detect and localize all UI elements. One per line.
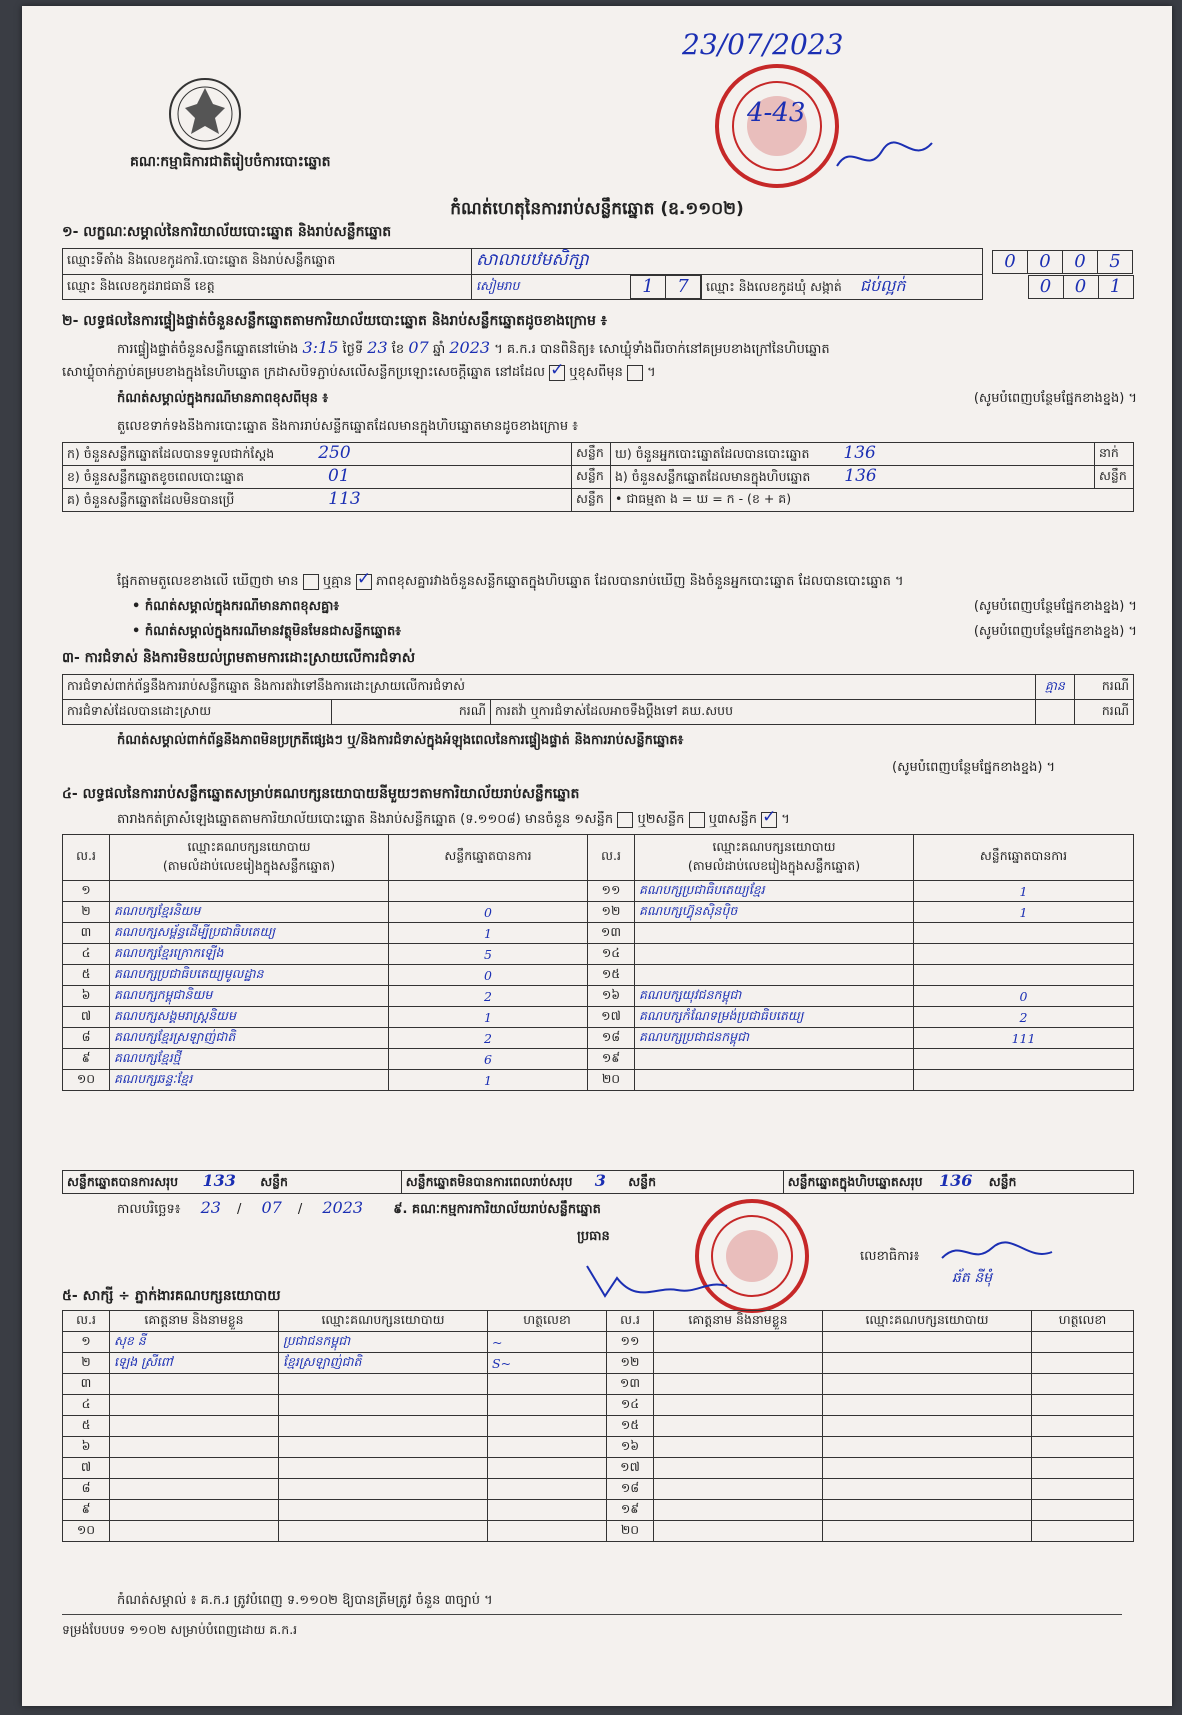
table-cell [823, 1416, 1032, 1437]
table-row [63, 1500, 1134, 1521]
table-cell [635, 1070, 914, 1091]
table-cell [654, 1521, 823, 1542]
table-cell [279, 1416, 488, 1437]
table-cell: ៨ [63, 1479, 110, 1500]
table-cell: គណបក្សប្រជាជនកម្ពុជា [635, 1028, 914, 1049]
table-cell [1032, 1479, 1134, 1500]
table-cell: S~ [488, 1353, 607, 1374]
signature-top [832, 131, 942, 181]
one-sheet-checkbox[interactable] [617, 812, 633, 828]
footer-divider [62, 1614, 1122, 1615]
table-cell: 2 [389, 986, 588, 1007]
table-cell [110, 1479, 279, 1500]
section3-heading: ៣- ការជំទាស់ និងការមិនយល់ព្រមតាមការដោះស្រាយលើការជំទាស់ [62, 650, 416, 666]
table-cell [654, 1479, 823, 1500]
objection-suffix: (សូមបំពេញបន្ថែមផ្នែកខាងខ្នង) ។ [892, 760, 1056, 775]
table-cell: ៩ [63, 1049, 110, 1070]
table-cell: 0 [914, 986, 1134, 1007]
two-sheets-checkbox[interactable] [689, 812, 705, 828]
table-cell: ១ [63, 881, 110, 902]
table-cell: គណបក្សប្រជាធិបតេយ្យមូលដ្ឋាន [110, 965, 389, 986]
table-cell: ១៤ [588, 944, 635, 965]
page-title: កំណត់ហេតុនៃការរាប់សន្លឹកឆ្នោត (ឧ.១១០២) [450, 199, 744, 219]
appeal-label: ការតវ៉ា ឬការជំទាស់ដែលអាចទឹងប្ដឹងទៅ គឃ.សបប [491, 700, 1036, 725]
table-cell [823, 1479, 1032, 1500]
table-cell [635, 923, 914, 944]
table-cell [110, 1395, 279, 1416]
table-cell: 1 [389, 923, 588, 944]
table-row [63, 986, 1134, 1007]
table-row [63, 1028, 1134, 1049]
form-note: ទម្រង់បែបបទ ១១០២ សម្រាប់បំពេញដោយ គ.ក.រ [62, 1622, 298, 1637]
table-cell [488, 1521, 607, 1542]
table-cell: គណបក្សខ្មែរនិយម [110, 902, 389, 923]
table-cell [823, 1500, 1032, 1521]
table-row [63, 1049, 1134, 1070]
table-row [63, 1374, 1134, 1395]
commune-label: ឈ្មោះ និងលេខកូដឃុំ សង្កាត់ ជប់ល្អក់ [702, 275, 983, 300]
province-code: 1 7 [631, 275, 702, 300]
figure-c: គ) ចំនួនសន្លឹកឆ្នោតដែលមិនបានប្រើ 113 [63, 489, 572, 512]
figure-e: ង) ចំនួនសន្លឹកឆ្នោតដែលមានក្នុងហិបឆ្នោត 136 [611, 466, 1095, 489]
tally-sheet-line: តារាងកត់ត្រាសំឡេងឆ្នោតតាមការិយាល័យបោះឆ្នោត និងរាប់សន្លឹកឆ្នោត (ទ.១១០៨) មានចំនួន ១សន្លឹក ឬ២សន្លឹក ឬ៣សន្លឹក ✓ ។ [117, 811, 790, 830]
section1-heading: ១- លក្ខណៈសម្គាល់នៃការិយាល័យបោះឆ្នោត និងរាប់សន្លឹកឆ្នោត [62, 224, 392, 240]
bullet-difference: • កំណត់សម្គាល់ក្នុងករណីមានភាពខុសគ្នា៖ (សូមបំពេញបន្ថែមផ្នែកខាងខ្នង) ។ [132, 599, 1137, 614]
figure-b: ខ) ចំនួនសន្លឹកឆ្នោតខូចពេលបោះឆ្នោត 01 [63, 466, 572, 489]
table-cell: ២០ [607, 1521, 654, 1542]
table-row [63, 1007, 1134, 1028]
table-cell [110, 1374, 279, 1395]
table-cell [914, 1049, 1134, 1070]
location-code: 0 0 0 5 [983, 249, 1134, 275]
table-cell: ៤ [63, 944, 110, 965]
table-cell: 1 [389, 1007, 588, 1028]
table-cell [654, 1500, 823, 1521]
section5-heading: ៥- សាក្សី ÷ ភ្នាក់ងារគណបក្សនយោបាយ [62, 1288, 281, 1304]
table-cell: ១៦ [588, 986, 635, 1007]
table-row [63, 1353, 1134, 1374]
table-cell [110, 1500, 279, 1521]
table-cell: ឡេង ស្រីពៅ [110, 1353, 279, 1374]
secretary-name: ឆ័ត នីមុំ [952, 1270, 992, 1286]
table-cell [488, 1500, 607, 1521]
table-cell: 111 [914, 1028, 1134, 1049]
table-cell: ១៩ [588, 1049, 635, 1070]
table-cell: 1 [914, 881, 1134, 902]
secretary-signature [937, 1238, 1057, 1268]
table-cell [279, 1521, 488, 1542]
table-row [63, 944, 1134, 965]
table-cell [654, 1416, 823, 1437]
table-row [63, 1395, 1134, 1416]
table-cell [654, 1374, 823, 1395]
table-cell: ១៣ [588, 923, 635, 944]
table-cell [1032, 1500, 1134, 1521]
secretary-label: លេខាធិការ៖ [860, 1249, 920, 1264]
totals-table [62, 1170, 1134, 1194]
table-cell: គណបក្សខ្មែរថ្មី [110, 1049, 389, 1070]
nec-emblem [165, 74, 245, 154]
table-cell: ១០ [63, 1070, 110, 1091]
table-cell [110, 881, 389, 902]
table-cell [110, 1521, 279, 1542]
table-row [63, 1332, 1134, 1353]
table-cell: ខ្មែរស្រឡាញ់ជាតិ [279, 1353, 488, 1374]
table-cell: ៥ [63, 1416, 110, 1437]
table-cell [654, 1458, 823, 1479]
table-row [63, 1458, 1134, 1479]
table-row [63, 1437, 1134, 1458]
table-cell [914, 965, 1134, 986]
table-cell [488, 1374, 607, 1395]
table-row [63, 965, 1134, 986]
table-cell: ១២ [588, 902, 635, 923]
table-cell: គណបក្សខ្មែរក្រោកឡើង [110, 944, 389, 965]
table-cell [389, 881, 588, 902]
table-cell [110, 1437, 279, 1458]
table-cell: ២ [63, 902, 110, 923]
objection-note: កំណត់សម្គាល់ពាក់ព័ន្ធនឹងភាពមិនប្រក្រតីផ្សេងៗ ឬ/និងការជំទាស់ក្នុងអំឡុងពេលនៃការផ្ទៀងផ្ទាត់ និងការរាប់សន្លឹកឆ្នោត៖ [117, 733, 684, 748]
table-cell: 1 [389, 1070, 588, 1091]
table-cell [1032, 1353, 1134, 1374]
table-cell [279, 1479, 488, 1500]
table-cell: ១១ [588, 881, 635, 902]
objection-value: គ្មាន [1035, 675, 1074, 700]
table-cell [279, 1458, 488, 1479]
table-cell [823, 1437, 1032, 1458]
table-cell: ៧ [63, 1458, 110, 1479]
objection-label: ការជំទាស់ពាក់ព័ន្ធនឹងការរាប់សន្លឹកឆ្នោត និងការតវ៉ាទៅនឹងការដោះស្រាយលើការជំទាស់ [63, 675, 1036, 700]
table-cell: 2 [389, 1028, 588, 1049]
no-difference-checkbox[interactable] [356, 574, 372, 590]
table-cell [488, 1395, 607, 1416]
chair-label: ប្រធាន [577, 1229, 610, 1244]
difference-note-line: កំណត់សម្គាល់ក្នុងករណីមានភាពខុសពីមុន ៖ (សូមបំពេញបន្ថែមផ្នែកខាងខ្នង) ។ [117, 391, 1137, 406]
bullet-foreign-object: • កំណត់សម្គាល់ក្នុងករណីមានវត្ថុមិនមែនជាសន្លឹកឆ្នោត៖ (សូមបំពេញបន្ថែមផ្នែកខាងខ្នង) ។ [132, 624, 1137, 639]
table-cell: ១៤ [607, 1395, 654, 1416]
table-cell [823, 1395, 1032, 1416]
objection-table: ការជំទាស់ពាក់ព័ន្ធនឹងការរាប់សន្លឹកឆ្នោត និងការតវ៉ាទៅនឹងការដោះស្រាយលើការជំទាស់ គ្មាន ករណី ការជំទាស់ដែលបានដោះស្រាយ ករណី ការតវ៉ា ឬការជំទាស់ដែលអាចទឹងប្ដឹងទៅ គឃ.សបប ករណី [62, 674, 1134, 725]
results-table: ល.រ ឈ្មោះគណបក្សនយោបាយ (តាមលំដាប់លេខរៀងក្នុងសន្លឹកឆ្នោត) សន្លឹកឆ្នោតបានការ ល.រ ឈ្មោះគណបក្សនយោបាយ (តាមលំដាប់លេខរៀងក្នុងសន្លឹកឆ្នោត) សន្លឹកឆ្នោតបានការ ១ ១១ គណបក្សប្រជាធិបតេយ្យខ្មែរ 1 ២ គណបក្សខ្មែរនិយម 0 ១២ គណបក្សហ៊្វុនស៊ិនប៉ិច 1 ៣ គណបក្សសម្ព័ន្ធដើម្បីប្រជាធិបតេយ្យ 1 ១៣ ៤ គណបក្សខ្មែរក្រោកឡើង 5 ១៤ ៥ គណបក្សប្រជាធិបតេយ្យមូលដ្ឋាន 0 ១៥ ៦ គណបក្សកម្ពុជានិយម 2 ១៦ គណបក្សយុវជនកម្ពុជា 0 ៧ គណបក្សសង្គមរាស្ត្រនិយម 1 ១៧ គណបក្សកំណែទម្រង់ប្រជាធិបតេយ្យ 2 ៨ គណបក្សខ្មែរស្រឡាញ់ជាតិ 2 ១៨ គណបក្សប្រជាជនកម្ពុជា 111 ៩ គណបក្សខ្មែរថ្មី 6 ១៩ ១០ គណបក្សឆន្ទៈខ្មែរ 1 ២០ [62, 834, 1134, 1091]
table-cell: 2 [914, 1007, 1134, 1028]
location-label: ឈ្មោះទីតាំង និងលេខកូដការិ.បោះឆ្នោត និងរាប់សន្លឹកឆ្នោត [63, 249, 472, 275]
table-cell [488, 1458, 607, 1479]
seal-line: សោឃ្លុំចាក់ភ្ជាប់គម្របខាងក្នុងនៃហិបឆ្នោត ក្រដាសបិទភ្ជាប់សលើសន្លឹកប្រឡោះសេចក្ដីឆ្នោត នៅដដែល ✓ ឬខុសពីមុន ។ [62, 364, 1137, 383]
table-cell: ៧ [63, 1007, 110, 1028]
resolved-label: ការជំទាស់ដែលបានដោះស្រាយ [63, 700, 332, 725]
table-cell: 1 [914, 902, 1134, 923]
table-cell [1032, 1521, 1134, 1542]
table-cell: គណបក្សកំណែទម្រង់ប្រជាធិបតេយ្យ [635, 1007, 914, 1028]
commune-code: 0 0 1 [983, 275, 1134, 300]
table-cell: ១០ [63, 1521, 110, 1542]
table-cell [635, 944, 914, 965]
table-cell [279, 1395, 488, 1416]
section4-heading: ៤- លទ្ធផលនៃការរាប់សន្លឹកឆ្នោតសម្រាប់គណបក្សនយោបាយនីមួយៗតាមការិយាល័យរាប់សន្លឹកឆ្នោត [62, 786, 580, 802]
table-cell: ១៨ [607, 1479, 654, 1500]
total-valid: សន្លឹកឆ្នោតបានការសរុប 133 សន្លឹក [63, 1171, 402, 1194]
figure-a: ក) ចំនួនសន្លឹកឆ្នោតដែលបានទទួលជាក់ស្ដែង 250 [63, 443, 572, 466]
section2-heading: ២- លទ្ធផលនៃការផ្ទៀងផ្ទាត់ចំនួនសន្លឹកឆ្នោតតាមការិយាល័យបោះឆ្នោត និងរាប់សន្លឹកឆ្នោតដូចខាងក្រោម ៖ [62, 313, 607, 329]
table-cell: ៤ [63, 1395, 110, 1416]
table-cell [279, 1374, 488, 1395]
table-cell: ២ [63, 1353, 110, 1374]
different-checkbox[interactable] [627, 365, 643, 381]
figure-d: ឃ) ចំនួនអ្នកបោះឆ្នោតដែលបានបោះឆ្នោត 136 [611, 443, 1095, 466]
table-row [63, 1479, 1134, 1500]
table-cell: គណបក្សប្រជាធិបតេយ្យខ្មែរ [635, 881, 914, 902]
table-cell: ៣ [63, 1374, 110, 1395]
table-cell: ២០ [588, 1070, 635, 1091]
figure-formula: • ជាធម្មតា ង = ឃ = ក - (ខ + គ) [611, 489, 1134, 512]
table-cell: ១៥ [588, 965, 635, 986]
table-row [63, 923, 1134, 944]
table-cell [1032, 1374, 1134, 1395]
table-cell: ១១ [607, 1332, 654, 1353]
table-cell: ១៥ [607, 1416, 654, 1437]
table-cell: ១៨ [588, 1028, 635, 1049]
table-cell [823, 1332, 1032, 1353]
table-cell [654, 1332, 823, 1353]
table-cell [823, 1353, 1032, 1374]
province-label: ឈ្មោះ និងលេខកូដរាជធានី ខេត្ត [63, 275, 472, 300]
table-cell: ១៣ [607, 1374, 654, 1395]
table-cell [635, 965, 914, 986]
table-cell: ១៩ [607, 1500, 654, 1521]
table-cell [823, 1458, 1032, 1479]
table-cell [279, 1500, 488, 1521]
table-cell: គណបក្សខ្មែរស្រឡាញ់ជាតិ [110, 1028, 389, 1049]
table-row [63, 1070, 1134, 1091]
table-cell [654, 1437, 823, 1458]
three-sheets-checkbox[interactable] [761, 812, 777, 828]
table-cell [488, 1416, 607, 1437]
table-cell: ៨ [63, 1028, 110, 1049]
table-cell: គណបក្សយុវជនកម្ពុជា [635, 986, 914, 1007]
table-cell [914, 923, 1134, 944]
table-cell [1032, 1416, 1134, 1437]
same-checkbox[interactable] [549, 365, 565, 381]
table-cell: ១ [63, 1332, 110, 1353]
table-cell [823, 1521, 1032, 1542]
footnote: កំណត់សម្គាល់ ៖ គ.ក.រ ត្រូវបំពេញ ទ.១១០២ ឱ្យបានត្រឹមត្រូវ ចំនួន ៣ច្បាប់ ។ [117, 1593, 493, 1608]
table-cell [110, 1416, 279, 1437]
table-cell [488, 1437, 607, 1458]
section1-table [62, 248, 1134, 300]
location-value: សាលាបឋមសិក្សា [472, 249, 983, 275]
figures-intro: តួលេខទាក់ទងនឹងការបោះឆ្នោត និងការរាប់សន្លឹកឆ្នោតដែលមានក្នុងហិបឆ្នោតមានដូចខាងក្រោម ៖ [117, 419, 578, 434]
table-row [63, 902, 1134, 923]
table-cell: គណបក្សសង្គមរាស្ត្រនិយម [110, 1007, 389, 1028]
table-cell [1032, 1332, 1134, 1353]
table-cell [654, 1353, 823, 1374]
table-cell: ១៧ [588, 1007, 635, 1028]
table-cell: ៦ [63, 1437, 110, 1458]
table-cell: គណបក្សឆន្ទៈខ្មែរ [110, 1070, 389, 1091]
table-cell [914, 944, 1134, 965]
has-difference-checkbox[interactable] [303, 574, 319, 590]
witness-table: ល.រ គោត្តនាម និងនាមខ្លួន ឈ្មោះគណបក្សនយោបាយ ហត្ថលេខា ល.រ គោត្តនាម និងនាមខ្លួន ឈ្មោះគណបក្សនយោបាយ ហត្ថលេខា ១ សុខ នី ប្រជាជនកម្ពុជា ~ ១១ ២ ឡេង ស្រីពៅ ខ្មែរស្រឡាញ់ជាតិ S~ ១២ ៣ ១៣ ៤ ១៤ ៥ ១៥ ៦ ១៦ ៧ ១៧ ៨ ១៨ ៩ ១៩ ១០ ២០ [62, 1310, 1134, 1542]
province-value: សៀមរាប [472, 275, 631, 300]
table-cell [635, 1049, 914, 1070]
table-row [63, 1416, 1134, 1437]
table-cell [279, 1437, 488, 1458]
table-cell [654, 1395, 823, 1416]
table-cell: ៣ [63, 923, 110, 944]
difference-check-line: ផ្អែកតាមតួលេខខាងលើ ឃើញថា មាន ឬគ្មាន ✓ ភាពខុសគ្នារវាងចំនួនសន្លឹកឆ្នោតក្នុងហិបឆ្នោត ដែលបានរាប់ឃើញ និងចំនួនអ្នកបោះឆ្នោត ដែលបានបោះឆ្នោត ។ [117, 573, 1137, 592]
table-cell: សុខ នី [110, 1332, 279, 1353]
table-cell: គណបក្សកម្ពុជានិយម [110, 986, 389, 1007]
table-cell: គណបក្សសម្ព័ន្ធដើម្បីប្រជាធិបតេយ្យ [110, 923, 389, 944]
table-cell: ៦ [63, 986, 110, 1007]
table-cell [1032, 1395, 1134, 1416]
table-cell [1032, 1437, 1134, 1458]
table-row [63, 1521, 1134, 1542]
table-cell [823, 1374, 1032, 1395]
document-sheet [22, 6, 1172, 1706]
table-cell: ១៦ [607, 1437, 654, 1458]
table-cell [1032, 1458, 1134, 1479]
table-cell: គណបក្សហ៊្វុនស៊ិនប៉ិច [635, 902, 914, 923]
date-line: កាលបរិច្ឆេទ៖ 23 / 07 / 2023 ៩. គណៈកម្មការការិយាល័យរាប់សន្លឹកឆ្នោត [117, 1198, 601, 1217]
table-cell: 5 [389, 944, 588, 965]
committee-name: គណៈកម្មាធិការជាតិរៀបចំការបោះឆ្នោត [130, 154, 331, 170]
table-cell: ៩ [63, 1500, 110, 1521]
verification-line: ការផ្ទៀងផ្ទាត់ចំនួនសន្លឹកឆ្នោតនៅម៉ោង 3:15 ថ្ងៃទី 23 ខែ 07 ឆ្នាំ 2023 ។ គ.ក.រ បានពិនិត្យ៖ សោឃ្លុំទាំងពីរចាក់នៅគម្របខាងក្រៅនៃហិបឆ្នោត [117, 338, 830, 357]
total-invalid: សន្លឹកឆ្នោតមិនបានការពេលរាប់សរុប 3 សន្លឹក [401, 1171, 783, 1194]
handwritten-date: 23/07/2023 [682, 28, 844, 61]
chair-signature [577, 1256, 737, 1306]
table-cell: ១២ [607, 1353, 654, 1374]
table-cell [488, 1479, 607, 1500]
stamp-number: 4-43 [747, 98, 806, 128]
total-in-box: សន្លឹកឆ្នោតក្នុងហិបឆ្នោតសរុប 136 សន្លឹក [783, 1171, 1133, 1194]
table-cell: ~ [488, 1332, 607, 1353]
table-cell: 6 [389, 1049, 588, 1070]
table-cell: ១៧ [607, 1458, 654, 1479]
figures-table: ក) ចំនួនសន្លឹកឆ្នោតដែលបានទទួលជាក់ស្ដែង 250 សន្លឹក ឃ) ចំនួនអ្នកបោះឆ្នោតដែលបានបោះឆ្នោត 136 នាក់ ខ) ចំនួនសន្លឹកឆ្នោតខូចពេលបោះឆ្នោត 01 សន្លឹក ង) ចំនួនសន្លឹកឆ្នោតដែលមានក្នុងហិបឆ្នោត 136 សន្លឹក គ) ចំនួនសន្លឹកឆ្នោតដែលមិនបានប្រើ 113 សន្លឹក • ជាធម្មតា ង = ឃ = ក - (ខ + គ) [62, 442, 1134, 512]
table-cell [110, 1458, 279, 1479]
table-cell: ប្រជាជនកម្ពុជា [279, 1332, 488, 1353]
table-cell: 0 [389, 965, 588, 986]
table-cell: 0 [389, 902, 588, 923]
table-row [63, 881, 1134, 902]
table-cell [914, 1070, 1134, 1091]
table-cell: ៥ [63, 965, 110, 986]
